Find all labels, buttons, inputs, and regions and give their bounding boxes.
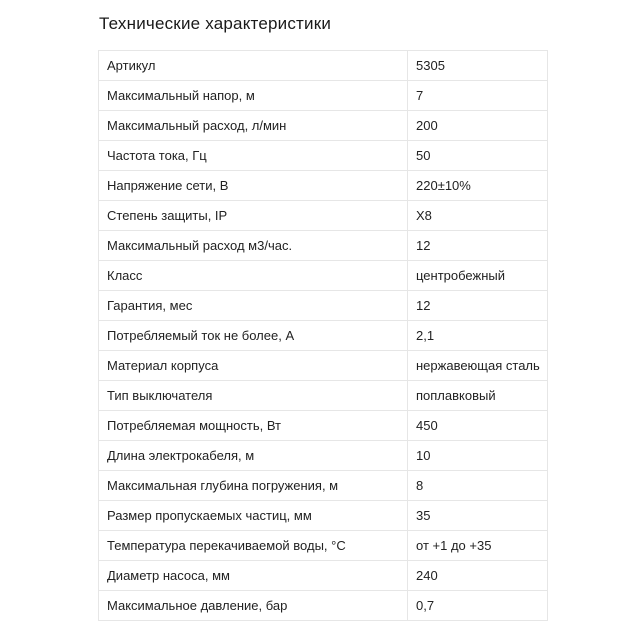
table-row: [99, 231, 548, 261]
spec-name: Максимальный напор, м: [99, 81, 408, 111]
specs-table-body: [99, 51, 548, 621]
spec-value: 0,7: [408, 591, 548, 621]
spec-value: X8: [408, 201, 548, 231]
spec-name: Тип выключателя: [99, 381, 408, 411]
spec-name: Артикул: [99, 51, 408, 81]
table-row: [99, 201, 548, 231]
spec-value: 200: [408, 111, 548, 141]
spec-name: Класс: [99, 261, 408, 291]
spec-value: центробежный: [408, 261, 548, 291]
spec-value: 12: [408, 231, 548, 261]
table-row: [99, 291, 548, 321]
spec-name: Температура перекачиваемой воды, °С: [99, 531, 408, 561]
spec-name: Длина электрокабеля, м: [99, 441, 408, 471]
spec-value: 5305: [408, 51, 548, 81]
table-row: [99, 441, 548, 471]
specs-table: [98, 50, 548, 621]
spec-name: Потребляемая мощность, Вт: [99, 411, 408, 441]
table-row: [99, 141, 548, 171]
table-row: [99, 531, 548, 561]
spec-name: Размер пропускаемых частиц, мм: [99, 501, 408, 531]
spec-value: 12: [408, 291, 548, 321]
spec-name: Частота тока, Гц: [99, 141, 408, 171]
spec-value: 240: [408, 561, 548, 591]
spec-name: Потребляемый ток не более, А: [99, 321, 408, 351]
table-row: [99, 501, 548, 531]
spec-value: 35: [408, 501, 548, 531]
table-row: [99, 111, 548, 141]
spec-name: Максимальная глубина погружения, м: [99, 471, 408, 501]
spec-name: Степень защиты, IP: [99, 201, 408, 231]
table-row: [99, 81, 548, 111]
spec-value: поплавковый: [408, 381, 548, 411]
spec-value: 2,1: [408, 321, 548, 351]
spec-value: 10: [408, 441, 548, 471]
spec-value: 220±10%: [408, 171, 548, 201]
spec-name: Максимальный расход м3/час.: [99, 231, 408, 261]
spec-value: 50: [408, 141, 548, 171]
spec-name: Материал корпуса: [99, 351, 408, 381]
spec-name: Диаметр насоса, мм: [99, 561, 408, 591]
section-title: Технические характеристики: [99, 14, 332, 33]
table-row: [99, 591, 548, 621]
spec-value: нержавеющая сталь: [408, 351, 548, 381]
table-row: [99, 261, 548, 291]
table-row: [99, 561, 548, 591]
spec-name: Максимальный расход, л/мин: [99, 111, 408, 141]
spec-name: Напряжение сети, В: [99, 171, 408, 201]
spec-value: 450: [408, 411, 548, 441]
spec-value: 8: [408, 471, 548, 501]
table-row: [99, 471, 548, 501]
table-row: [99, 321, 548, 351]
table-row: [99, 351, 548, 381]
table-row: [99, 171, 548, 201]
spec-value: 7: [408, 81, 548, 111]
table-row: [99, 411, 548, 441]
spec-name: Гарантия, мес: [99, 291, 408, 321]
spec-value: от +1 до +35: [408, 531, 548, 561]
table-row: [99, 381, 548, 411]
table-row: [99, 51, 548, 81]
spec-name: Максимальное давление, бар: [99, 591, 408, 621]
